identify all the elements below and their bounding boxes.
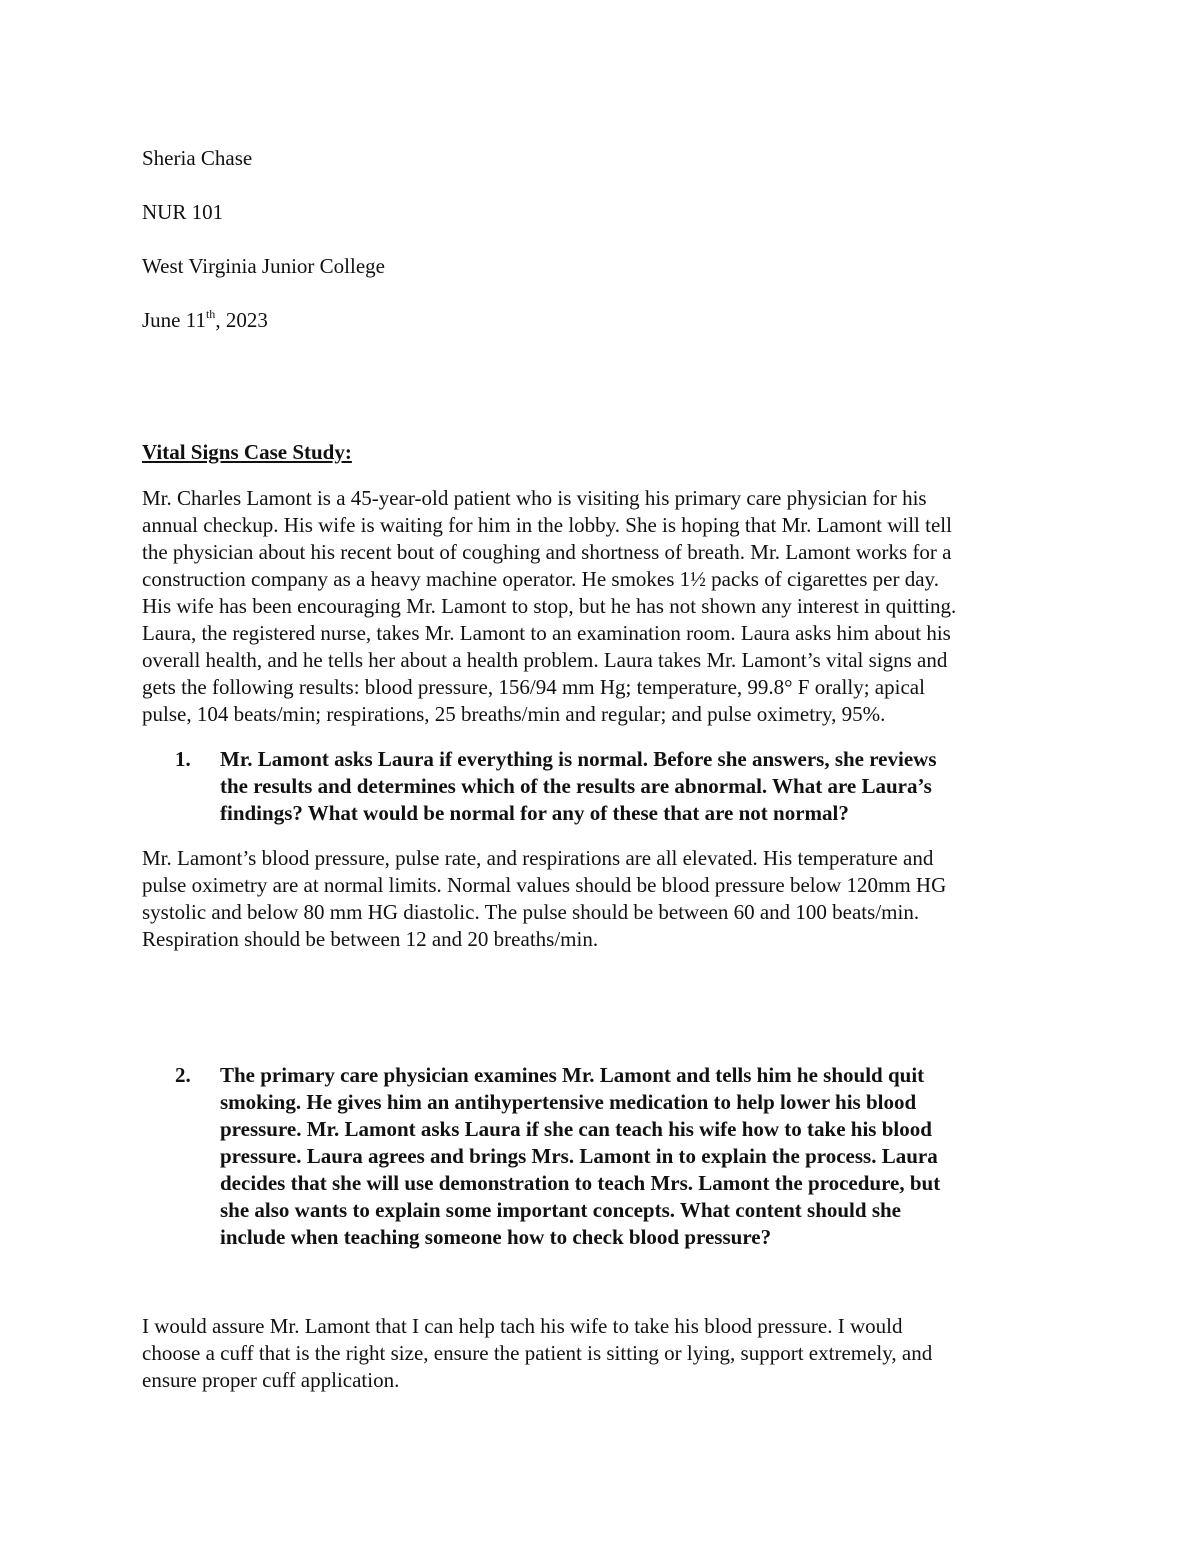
question-line: findings? What would be normal for any of these that are not normal? <box>220 801 849 825</box>
paragraph-line: Mr. Charles Lamont is a 45-year-old patient who is visiting his primary care physician for his <box>142 486 927 510</box>
question-line: The primary care physician examines Mr. Lamont and tells him he should quit <box>220 1063 925 1087</box>
date-main: June 11 <box>142 308 206 332</box>
paragraph-line: overall health, and he tells her about a health problem. Laura takes Mr. Lamont’s vital signs and <box>142 648 948 672</box>
paragraph-line: His wife has been encouraging Mr. Lamont to stop, but he has not shown any interest in quitting. <box>142 594 957 618</box>
date-year: , 2023 <box>215 308 268 332</box>
case-intro-paragraph <box>142 485 1062 728</box>
paragraph-line: Laura, the registered nurse, takes Mr. Lamont to an examination room. Laura asks him about his <box>142 621 951 645</box>
paragraph-line: choose a cuff that is the right size, ensure the patient is sitting or lying, support extremely, and <box>142 1341 933 1365</box>
case-study-title: Vital Signs Case Study: <box>142 440 352 464</box>
question-line: decides that she will use demonstration to teach Mrs. Lamont the procedure, but <box>220 1171 941 1195</box>
question-line: pressure. Laura agrees and brings Mrs. Lamont in to explain the process. Laura <box>220 1144 938 1168</box>
paragraph-line: ensure proper cuff application. <box>142 1368 400 1392</box>
question-line: the results and determines which of the results are abnormal. What are Laura’s <box>220 774 932 798</box>
paragraph-line: Mr. Lamont’s blood pressure, pulse rate, and respirations are all elevated. His temperature and <box>142 846 934 870</box>
author-name: Sheria Chase <box>142 146 253 170</box>
answer-2-paragraph <box>142 1313 1062 1394</box>
course-code: NUR 101 <box>142 200 224 224</box>
paragraph-line: Respiration should be between 12 and 20 breaths/min. <box>142 927 599 951</box>
question-text <box>220 746 937 827</box>
question-line: pressure. Mr. Lamont asks Laura if she can teach his wife how to take his blood <box>220 1117 932 1141</box>
paragraph-line: I would assure Mr. Lamont that I can help tach his wife to take his blood pressure. I would <box>142 1314 903 1338</box>
question-line: include when teaching someone how to check blood pressure? <box>220 1225 772 1249</box>
question-line: she also wants to explain some important concepts. What content should she <box>220 1198 901 1222</box>
school-name: West Virginia Junior College <box>142 254 385 278</box>
paragraph-line: construction company as a heavy machine operator. He smokes 1½ packs of cigarettes per day. <box>142 567 939 591</box>
date-ordinal: th <box>205 307 216 321</box>
paragraph-line: pulse oximetry are at normal limits. Normal values should be blood pressure below 120mm HG <box>142 873 947 897</box>
question-text <box>220 1062 940 1251</box>
question-number: 1. <box>175 747 191 771</box>
paragraph-line: gets the following results: blood pressure, 156/94 mm Hg; temperature, 99.8° F orally; apical <box>142 675 925 699</box>
question-number: 2. <box>175 1063 191 1087</box>
paragraph-line: pulse, 104 beats/min; respirations, 25 breaths/min and regular; and pulse oximetry, 95%. <box>142 702 886 726</box>
paragraph-line: annual checkup. His wife is waiting for him in the lobby. She is hoping that Mr. Lamont will tell <box>142 513 952 537</box>
question-line: smoking. He gives him an antihypertensive medication to help lower his blood <box>220 1090 917 1114</box>
question-line: Mr. Lamont asks Laura if everything is normal. Before she answers, she reviews <box>220 747 937 771</box>
answer-1-paragraph <box>142 845 1062 953</box>
paragraph-line: the physician about his recent bout of coughing and shortness of breath. Mr. Lamont works for a <box>142 540 952 564</box>
document-date <box>142 307 268 334</box>
paragraph-line: systolic and below 80 mm HG diastolic. The pulse should be between 60 and 100 beats/min. <box>142 900 920 924</box>
